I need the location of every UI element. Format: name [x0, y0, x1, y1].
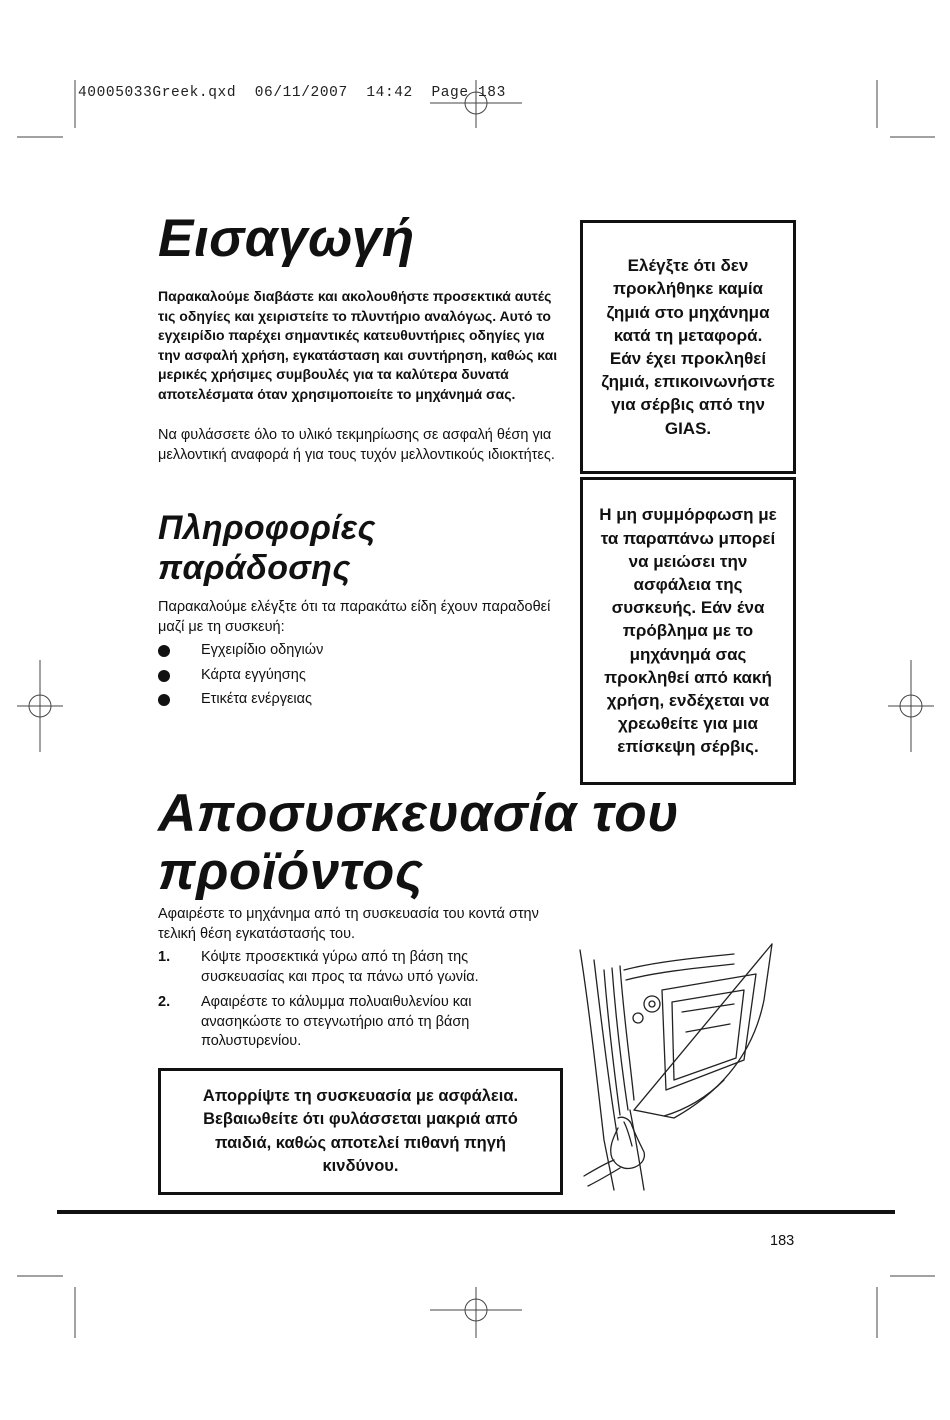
intro-paragraph: Να φυλάσσετε όλο το υλικό τεκμηρίωσης σε ασφαλή θέση για μελλοντική αναφορά ή για τους τυχόν μελλοντικούς ιδιοκτήτες. [158, 427, 555, 463]
packaging-warning-text: Απορρίψτε τη συσκευασία με ασφάλεια. Βεβαιωθείτε ότι φυλάσσεται μακριά από παιδιά, καθώς αποτελεί πιθανή πηγή κινδύνου. [202, 1086, 519, 1175]
delivery-title-line2: παράδοσης [158, 549, 351, 587]
bullet-icon [158, 694, 170, 706]
unpacking-paragraph: Αφαιρέστε το μηχάνημα από τη συσκευασία του κοντά στην τελική θέση εγκατάστασής του. [158, 906, 539, 942]
page-number: 183 [770, 1233, 795, 1249]
list-item-text: Ετικέτα ενέργειας [201, 691, 313, 707]
intro-title: Εισαγωγή [158, 209, 415, 268]
footer-rule [57, 1210, 895, 1214]
sidebar-box-damage-text: Ελέγξτε ότι δεν προκλήθηκε καμία ζημιά στο μηχάνημα κατά τη μεταφορά. Εάν έχει προκληθεί ζημιά, επικοινωνήστε για σέρβις από την GIAS. [601, 256, 775, 438]
unpacking-title [158, 785, 718, 901]
unpacking-title-line2: προϊόντος [158, 842, 424, 901]
step-item [158, 948, 518, 987]
step-text: Αφαιρέστε το κάλυμμα πολυαιθυλενίου και ανασηκώστε το στεγνωτήριο από τη βάση πολυστυρενίου. [201, 994, 472, 1049]
delivery-list [158, 641, 558, 715]
intro-bold-paragraph: Παρακαλούμε διαβάστε και ακολουθήστε προσεκτικά αυτές τις οδηγίες και χειριστείτε το πλυντήριο αναλόγως. Αυτό το εγχειρίδιο παρέχει σημαντικές κατευθυντήριες οδηγίες για την ασφαλή χρήση, εγκατάσταση και συντήρηση, καθώς και μερικές χρήσιμες συμβουλές για τα καλύτερα δυνατά αποτελέσματα όταν χρησιμοποιείτε το μηχάνημά σας. [158, 288, 558, 402]
step-item [158, 993, 518, 1052]
unpacking-illustration [574, 940, 774, 1200]
list-item [158, 690, 558, 710]
bullet-icon [158, 670, 170, 682]
step-number: 2. [158, 994, 171, 1010]
unpacking-steps [158, 948, 518, 1058]
unpacking-title-line1: Αποσυσκευασία του [158, 784, 679, 843]
delivery-title [158, 508, 558, 588]
list-item [158, 641, 558, 661]
delivery-paragraph: Παρακαλούμε ελέγξτε ότι τα παρακάτω είδη έχουν παραδοθεί μαζί με τη συσκευή: [158, 599, 551, 635]
list-item-text: Εγχειρίδιο οδηγιών [201, 642, 324, 658]
print-slug: 40005033Greek.qxd 06/11/2007 14:42 Page 183 [78, 85, 506, 101]
list-item [158, 666, 558, 686]
step-text: Κόψτε προσεκτικά γύρω από τη βάση της συσκευασίας και προς τα πάνω υπό γωνία. [201, 949, 479, 985]
sidebar-box-compliance [580, 477, 796, 785]
list-item-text: Κάρτα εγγύησης [201, 666, 306, 683]
delivery-title-line1: Πληροφορίες [158, 509, 376, 547]
sidebar-box-compliance-text: Η μη συμμόρφωση με τα παραπάνω μπορεί να μειώσει την ασφάλεια της συσκευής. Εάν ένα πρόβλημα με το μηχάνημά σας προκληθεί από κακή χρήση, ενδέχεται να χρεωθείτε για μια επίσκεψη σέρβις. [599, 505, 777, 757]
packaging-warning-box [158, 1068, 563, 1195]
bullet-icon [158, 645, 170, 657]
step-number: 1. [158, 949, 171, 965]
sidebar-box-damage [580, 220, 796, 474]
